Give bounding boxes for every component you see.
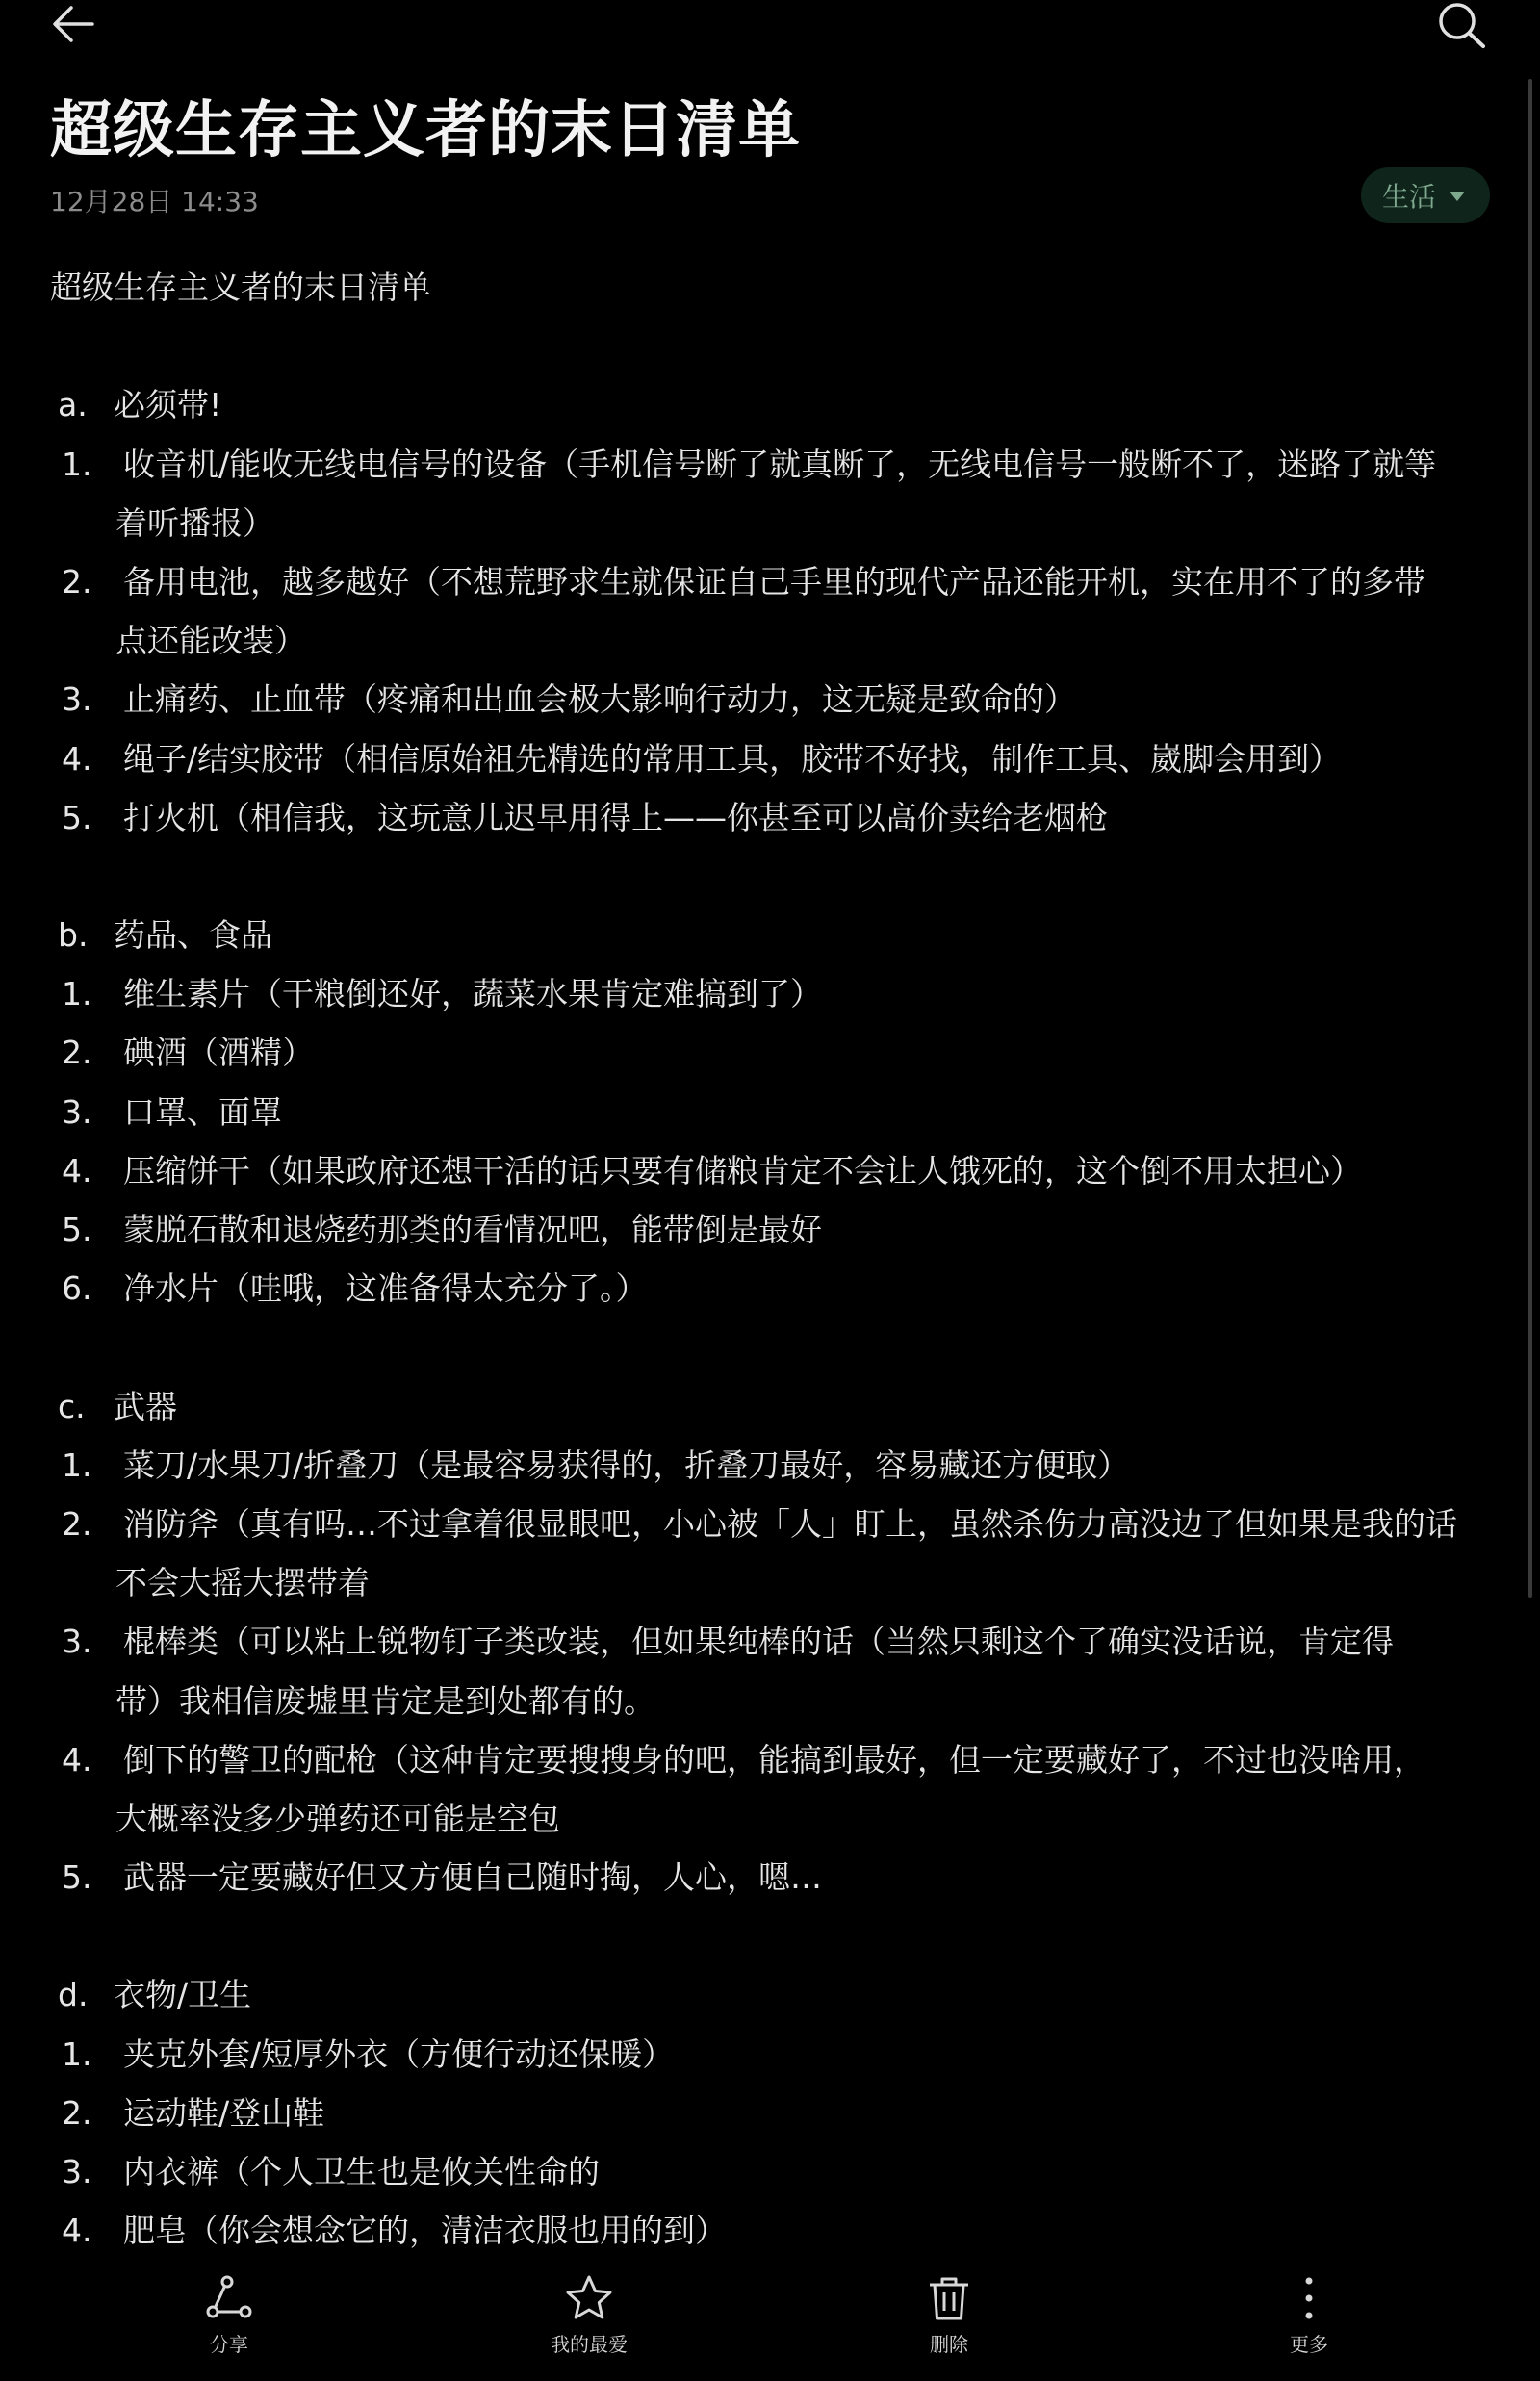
list-item-number: 3.	[62, 680, 92, 719]
list-item-number: 3.	[62, 2153, 92, 2190]
list-item	[50, 730, 1494, 788]
section-title: 衣物/卫生	[114, 1976, 252, 2014]
list-item-text: 压缩饼干（如果政府还想干活的话只要有储粮肯定不会让人饿死的，这个倒不用太担心）	[123, 1151, 1362, 1190]
list-item-number: 1.	[62, 445, 92, 483]
list-item-text: 菜刀/水果刀/折叠刀（是最容易获得的，折叠刀最好，容易藏还方便取）	[123, 1446, 1130, 1484]
back-arrow-icon	[50, 2, 98, 46]
list-item	[50, 1083, 1494, 1141]
list-item-number: 2.	[62, 562, 92, 601]
list-item-text: 口罩、面罩	[123, 1092, 282, 1131]
list-item-continuation	[50, 1789, 1494, 1848]
section-marker: a.	[58, 386, 88, 424]
list-item-number: 6.	[62, 1269, 92, 1308]
list-item-continuation	[50, 1672, 1494, 1730]
list-item-text: 备用电池，越多越好（不想荒野求生就保证自己手里的现代产品还能开机，实在用不了的多带	[123, 562, 1425, 601]
top-bar	[0, 0, 1540, 58]
list-item-number: 5.	[62, 798, 92, 836]
list-item-continuation	[50, 1553, 1494, 1612]
list-item	[50, 964, 1494, 1023]
more-button[interactable]	[1213, 2273, 1405, 2357]
list-item-text: 止痛药、止血带（疼痛和出血会极大影响行动力，这无疑是致命的）	[123, 680, 1076, 719]
list-item-text: 着听播报）	[116, 503, 274, 542]
note-body[interactable]	[50, 258, 1494, 2260]
list-item-number: 4.	[62, 739, 92, 778]
list-item	[50, 1436, 1494, 1495]
list-item-continuation	[50, 611, 1494, 670]
list-item	[50, 1200, 1494, 1259]
list-item-text: 收音机/能收无线电信号的设备（手机信号断了就真断了，无线电信号一般断不了，迷路了就等	[123, 445, 1437, 483]
blank-line	[50, 1318, 1494, 1376]
list-item-text: 倒下的警卫的配枪（这种肯定要搜搜身的吧，能搞到最好，但一定要藏好了，不过也没啥用，	[123, 1740, 1425, 1779]
note-title[interactable]: 超级生存主义者的末日清单	[50, 95, 801, 166]
share-label: 分享	[210, 2333, 248, 2356]
list-item-number: 5.	[62, 1211, 92, 1248]
list-item-number: 1.	[62, 1446, 92, 1484]
list-item-text: 净水片（哇哦，这准备得太充分了。）	[123, 1269, 648, 1308]
list-item	[50, 2142, 1494, 2201]
section-title: 武器	[114, 1387, 177, 1425]
section-marker: d.	[58, 1976, 89, 2014]
share-icon	[204, 2273, 254, 2323]
list-item-text: 大概率没多少弹药还可能是空包	[116, 1799, 560, 1837]
star-icon	[564, 2273, 614, 2323]
note-date: 12月28日 14:33	[50, 186, 259, 218]
list-item-text: 不会大摇大摆带着	[116, 1564, 370, 1602]
section-title: 必须带!	[114, 386, 222, 424]
list-item-text: 绳子/结实胶带（相信原始祖先精选的常用工具，胶带不好找，制作工具、崴脚会用到）	[123, 739, 1342, 778]
list-item-number: 4.	[62, 2212, 92, 2250]
trash-icon	[924, 2273, 974, 2323]
list-item-text: 打火机（相信我，这玩意儿迟早用得上——你甚至可以高价卖给老烟枪	[123, 798, 1108, 836]
list-item-continuation	[50, 494, 1494, 552]
list-item	[50, 1612, 1494, 1671]
list-item-text: 维生素片（干粮倒还好，蔬菜水果肯定难搞到了）	[123, 975, 822, 1013]
favorite-button[interactable]	[493, 2273, 685, 2357]
list-item-text: 运动鞋/登山鞋	[123, 2093, 325, 2132]
list-item	[50, 1259, 1494, 1318]
list-item-number: 4.	[62, 1151, 92, 1190]
list-item-text: 武器一定要藏好但又方便自己随时掏，人心，嗯…	[123, 1858, 822, 1897]
list-item	[50, 435, 1494, 494]
more-label: 更多	[1290, 2333, 1328, 2356]
list-item-number: 2.	[62, 1504, 92, 1543]
list-item-number: 3.	[62, 1092, 92, 1131]
list-item-number: 5.	[62, 1858, 92, 1897]
list-item-text: 蒙脱石散和退烧药那类的看情况吧，能带倒是最好	[123, 1211, 822, 1248]
blank-line	[50, 847, 1494, 906]
section-title: 药品、食品	[114, 916, 272, 955]
list-item-number: 2.	[62, 1034, 92, 1072]
list-item	[50, 1848, 1494, 1907]
bottom-toolbar	[0, 2250, 1540, 2381]
list-item	[50, 788, 1494, 847]
list-item-text: 带）我相信废墟里肯定是到处都有的。	[116, 1681, 655, 1720]
delete-label: 删除	[930, 2333, 968, 2356]
section-heading	[50, 1377, 1494, 1436]
list-item	[50, 670, 1494, 729]
share-button[interactable]	[133, 2273, 325, 2357]
scrollbar[interactable]	[1528, 79, 1532, 1598]
list-item-text: 碘酒（酒精）	[123, 1034, 314, 1072]
blank-line	[50, 317, 1494, 375]
favorite-label: 我的最爱	[551, 2333, 628, 2356]
blank-line	[50, 1907, 1494, 1965]
search-button[interactable]	[1436, 0, 1490, 50]
list-item-number: 1.	[62, 975, 92, 1013]
body-heading-line	[50, 258, 1494, 317]
list-item	[50, 552, 1494, 611]
list-item-number: 4.	[62, 1740, 92, 1779]
list-item-number: 2.	[62, 2093, 92, 2132]
list-item	[50, 1730, 1494, 1789]
list-item-text: 消防斧（真有吗…不过拿着很显眼吧，小心被「人」盯上，虽然杀伤力高没边了但如果是我的话	[123, 1504, 1457, 1543]
list-item	[50, 1141, 1494, 1200]
list-item	[50, 2084, 1494, 2142]
search-icon	[1436, 0, 1490, 50]
list-item-text: 肥皂（你会想念它的，清洁衣服也用的到）	[123, 2212, 727, 2250]
list-item-text: 棍棒类（可以粘上锐物钉子类改装，但如果纯棒的话（当然只剩这个了确实没话说，肯定得	[123, 1623, 1394, 1661]
section-heading	[50, 375, 1494, 434]
list-item-number: 3.	[62, 1623, 92, 1661]
category-dropdown[interactable]	[1361, 167, 1490, 223]
delete-button[interactable]	[853, 2273, 1045, 2357]
category-label: 生活	[1381, 181, 1436, 213]
section-heading	[50, 906, 1494, 964]
back-button[interactable]	[50, 2, 98, 46]
list-item	[50, 2025, 1494, 2084]
more-vertical-icon	[1284, 2273, 1334, 2323]
section-marker: c.	[58, 1387, 86, 1425]
list-item-text: 点还能改装）	[116, 622, 306, 660]
chevron-down-icon	[1450, 192, 1465, 201]
section-heading	[50, 1965, 1494, 2024]
list-item-text: 夹克外套/短厚外衣（方便行动还保暖）	[123, 2035, 675, 2073]
section-marker: b.	[58, 916, 89, 955]
list-item	[50, 1023, 1494, 1082]
list-item-number: 1.	[62, 2035, 92, 2073]
list-item-text: 内衣裤（个人卫生也是攸关性命的	[123, 2153, 600, 2190]
line-text: 超级生存主义者的末日清单	[50, 269, 431, 306]
list-item	[50, 1495, 1494, 1553]
